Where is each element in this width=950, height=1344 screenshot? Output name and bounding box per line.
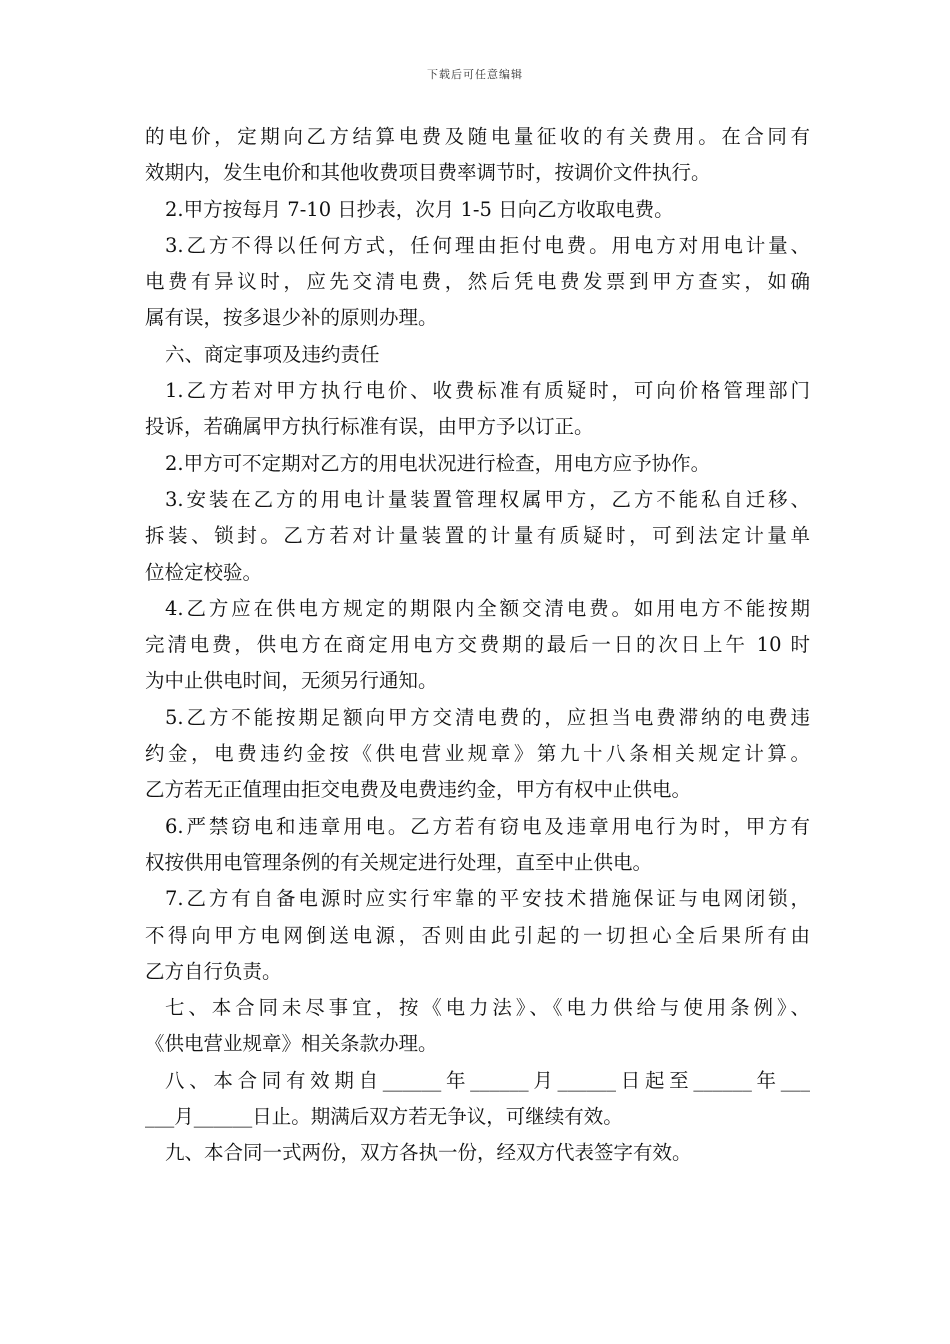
text-line: 的电价，定期向乙方结算电费及随电量征收的有关费用。在合同有 <box>145 125 810 148</box>
text-line: 2.甲方按每月 7-10 日抄表，次月 1-5 日向乙方收取电费。 <box>165 197 674 221</box>
text-line: 6.严禁窃电和违章用电。乙方若有窃电及违章用电行为时，甲方有 <box>165 814 810 838</box>
text-line: 乙方自行负责。 <box>145 959 282 983</box>
text-line: 属有误，按多退少补的原则办理。 <box>145 306 438 330</box>
text-line: 电费有异议时，应先交清电费，然后凭电费发票到甲方查实，如确 <box>145 270 810 294</box>
text-line: 7.乙方有自备电源时应实行牢靠的平安技术措施保证与电网闭锁， <box>165 887 810 911</box>
text-line: 5.乙方不能按期足额向甲方交清电费的，应担当电费滞纳的电费违 <box>165 705 810 729</box>
text-line: 《供电营业规章》相关条款办理。 <box>145 1032 438 1056</box>
text-line: 位检定校验。 <box>145 560 263 584</box>
text-line: 权按供用电管理条例的有关规定进行处理，直至中止供电。 <box>145 850 653 874</box>
document-body <box>145 119 810 1172</box>
text-line: 拆装、锁封。乙方若对计量装置的计量有质疑时，可到法定计量单 <box>145 524 810 548</box>
text-line: 投诉，若确属甲方执行标准有误，由甲方予以订正。 <box>145 415 594 439</box>
text-line: 效期内，发生电价和其他收费项目费率调节时，按调价文件执行。 <box>145 161 711 185</box>
text-line: 乙方若无正值理由拒交电费及电费违约金，甲方有权中止供电。 <box>145 778 692 802</box>
text-line: 七、本合同未尽事宜，按《电力法》、《电力供给与使用条例》、 <box>165 996 810 1020</box>
text-line: 九、本合同一式两份，双方各执一份，经双方代表签字有效。 <box>165 1141 692 1165</box>
text-line: 2.甲方可不定期对乙方的用电状况进行检查，用电方应予协作。 <box>165 451 711 475</box>
text-line: 1.乙方若对甲方执行电价、收费标准有质疑时，可向价格管理部门 <box>165 379 810 403</box>
text-line: 八、本合同有效期自______年______月______日起至______年___ <box>165 1068 810 1092</box>
text-line: 3.安装在乙方的用电计量装置管理权属甲方，乙方不能私自迁移、 <box>165 487 810 511</box>
text-line: 完清电费，供电方在商定用电方交费期的最后一日的次日上午 10 时 <box>145 633 810 657</box>
text-line: 3.乙方不得以任何方式，任何理由拒付电费。用电方对用电计量、 <box>165 233 810 257</box>
text-line: 不得向甲方电网倒送电源，否则由此引起的一切担心全后果所有由 <box>145 923 810 947</box>
text-line: 为中止供电时间，无须另行通知。 <box>145 669 438 693</box>
page-header: 下载后可任意编辑 <box>427 68 523 81</box>
text-line: 约金，电费违约金按《供电营业规章》第九十八条相关规定计算。 <box>145 742 810 766</box>
text-line: 4.乙方应在供电方规定的期限内全额交清电费。如用电方不能按期 <box>165 596 810 620</box>
text-line: 六、商定事项及违约责任 <box>165 342 380 366</box>
text-line: ___月______日止。期满后双方若无争议，可继续有效。 <box>145 1105 623 1129</box>
